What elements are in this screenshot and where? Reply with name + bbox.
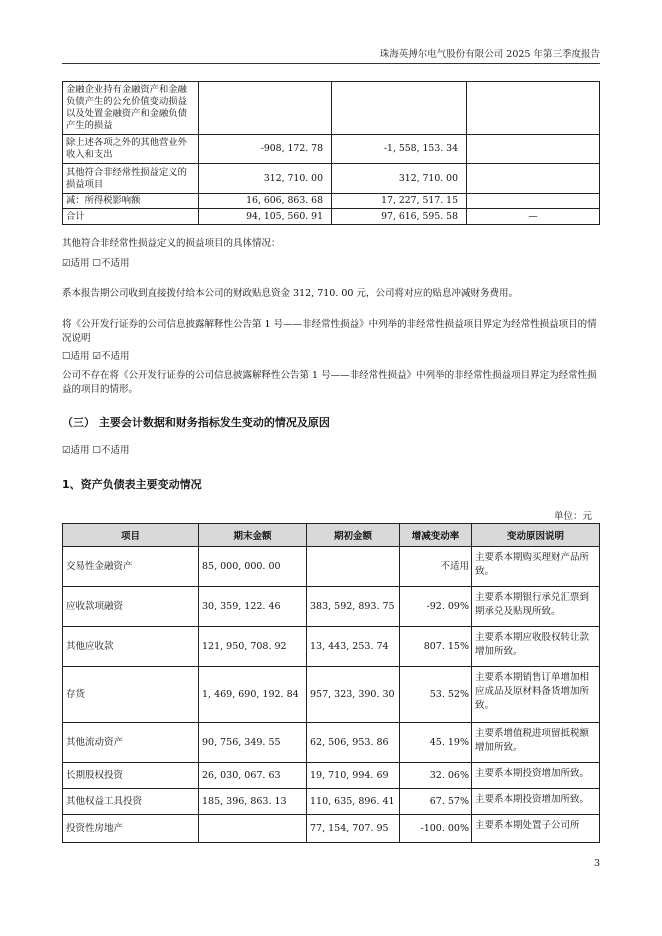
row-item: 其他流动资产	[63, 723, 199, 763]
unit-label: 单位：元	[553, 511, 592, 522]
cell-value: 312, 710. 00	[332, 164, 467, 194]
change-reason: 主要系本期银行承兑汇票到期承兑及贴现所致。	[472, 587, 600, 627]
non-recurring-table	[62, 81, 600, 225]
end-amount: 30, 359, 122. 46	[199, 587, 307, 627]
change-rate: 45. 19%	[400, 723, 472, 763]
balance-sheet-table	[62, 523, 600, 843]
change-rate: -92. 09%	[400, 587, 472, 627]
applicable-options: ☑适用 ☐不适用	[62, 258, 130, 269]
begin-amount	[307, 547, 400, 587]
column-header: 期末金额	[199, 524, 307, 547]
change-rate: 807. 15%	[400, 627, 472, 667]
cell-value: 17, 227, 517. 15	[332, 194, 467, 209]
cell-value	[332, 82, 467, 135]
cell-value	[467, 82, 600, 135]
change-reason: 主要系本期应收股权转让款增加所致。	[472, 627, 600, 667]
paragraph-subsidy: 系本报告期公司收到直接拨付给本公司的财政贴息资金 312, 710. 00 元，公司将对应的贴息冲减财务费用。	[62, 288, 518, 299]
paragraph-definition: 将《公开发行证券的公司信息披露解释性公告第 1 号——非经常性损益》中列举的非经常性损益项目界定为经常性损益项目的情况说明	[62, 319, 597, 344]
begin-amount: 77, 154, 707. 95	[307, 815, 400, 843]
cell-value: 312, 710. 00	[199, 164, 332, 194]
change-reason: 主要系本期投资增加所致。	[472, 763, 600, 789]
column-header: 期初金额	[307, 524, 400, 547]
header-rule	[62, 63, 600, 64]
end-amount: 121, 950, 708. 92	[199, 627, 307, 667]
cell-value: 16, 606, 863. 68	[199, 194, 332, 209]
begin-amount: 110, 635, 896. 41	[307, 789, 400, 815]
table-row	[63, 82, 600, 135]
change-reason: 主要系增值税进项留抵税额增加所致。	[472, 723, 600, 763]
page-number: 3	[593, 858, 600, 869]
change-rate: 67. 57%	[400, 789, 472, 815]
table-row	[63, 667, 600, 723]
end-amount: 90, 756, 349. 55	[199, 723, 307, 763]
cell-value	[467, 135, 600, 164]
table-header-row	[63, 524, 600, 547]
row-label: 金融企业持有金融资产和金融负债产生的公允价值变动损益以及处置金融资产和金融负债产生的损益	[63, 82, 199, 135]
row-item: 其他权益工具投资	[63, 789, 199, 815]
change-rate: 不适用	[400, 547, 472, 587]
table-row	[63, 194, 600, 209]
end-amount: 85, 000, 000. 00	[199, 547, 307, 587]
begin-amount: 383, 592, 893. 75	[307, 587, 400, 627]
table-row	[63, 723, 600, 763]
change-rate: 53. 52%	[400, 667, 472, 723]
change-rate: -100. 00%	[400, 815, 472, 843]
row-item: 长期股权投资	[63, 763, 199, 789]
row-label: 其他符合非经常性损益定义的损益项目	[63, 164, 199, 194]
column-header: 增减变动率	[400, 524, 472, 547]
begin-amount: 19, 710, 994. 69	[307, 763, 400, 789]
table-row	[63, 627, 600, 667]
cell-value: —	[467, 209, 600, 225]
cell-value	[467, 194, 600, 209]
table-row	[63, 209, 600, 225]
row-label: 合计	[63, 209, 199, 225]
row-item: 交易性金融资产	[63, 547, 199, 587]
cell-value: -908, 172. 78	[199, 135, 332, 164]
change-rate: 32. 06%	[400, 763, 472, 789]
paragraph-other-items: 其他符合非经常性损益定义的损益项目的具体情况：	[62, 238, 281, 249]
change-reason: 主要系本期购买理财产品所致。	[472, 547, 600, 587]
subsection-title: 1、资产负债表主要变动情况	[62, 478, 202, 491]
row-label: 除上述各项之外的其他营业外收入和支出	[63, 135, 199, 164]
table-row	[63, 789, 600, 815]
cell-value: -1, 558, 153. 34	[332, 135, 467, 164]
table-row	[63, 135, 600, 164]
begin-amount: 13, 443, 253. 74	[307, 627, 400, 667]
applicable-options: ☑适用 ☐不适用	[62, 445, 130, 456]
row-item: 投资性房地产	[63, 815, 199, 843]
table-row	[63, 763, 600, 789]
page-header: 珠海英搏尔电气股份有限公司 2025 年第三季度报告	[379, 49, 600, 60]
table-row	[63, 164, 600, 194]
cell-value	[199, 82, 332, 135]
row-item: 存货	[63, 667, 199, 723]
change-reason: 主要系本期销售订单增加相应成品及原材料备货增加所致。	[472, 667, 600, 723]
begin-amount: 62, 506, 953. 86	[307, 723, 400, 763]
begin-amount: 957, 323, 390. 30	[307, 667, 400, 723]
column-header: 变动原因说明	[472, 524, 600, 547]
table-row	[63, 815, 600, 843]
cell-value: 94, 105, 560. 91	[199, 209, 332, 225]
end-amount	[199, 815, 307, 843]
row-item: 其他应收款	[63, 627, 199, 667]
cell-value	[467, 164, 600, 194]
section-title: （三） 主要会计数据和财务指标发生变动的情况及原因	[62, 416, 330, 429]
end-amount: 26, 030, 067. 63	[199, 763, 307, 789]
table-row	[63, 587, 600, 627]
change-reason: 主要系本期投资增加所致。	[472, 789, 600, 815]
change-reason: 主要系本期处置子公司所	[472, 815, 600, 843]
row-item: 应收款项融资	[63, 587, 199, 627]
row-label: 减：所得税影响额	[63, 194, 199, 209]
table-row	[63, 547, 600, 587]
paragraph-statement: 公司不存在将《公开发行证券的公司信息披露解释性公告第 1 号——非经常性损益》中列举的非经常性损益项目界定为经常性损益的项目的情形。	[62, 370, 597, 395]
end-amount: 185, 396, 863. 13	[199, 789, 307, 815]
cell-value: 97, 616, 595. 58	[332, 209, 467, 225]
end-amount: 1, 469, 690, 192. 84	[199, 667, 307, 723]
applicable-options: ☐适用 ☑不适用	[62, 351, 130, 362]
column-header: 项目	[63, 524, 199, 547]
